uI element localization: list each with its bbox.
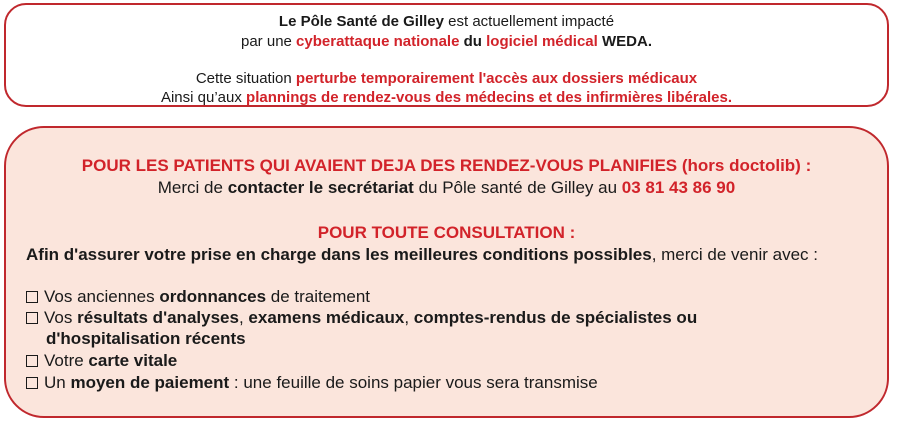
notice-line-1: Le Pôle Santé de Gilley est actuellement impacté bbox=[278, 13, 615, 30]
checkbox-icon bbox=[26, 312, 38, 324]
consult-heading: POUR TOUTE CONSULTATION : bbox=[317, 223, 576, 242]
notice-line-3: Cette situation perturbe temporairement l'accès aux dossiers médicaux bbox=[195, 70, 698, 87]
list-item: Un moyen de paiement : une feuille de soins papier vous sera transmise bbox=[26, 372, 887, 393]
notice-box bbox=[4, 3, 889, 107]
list-item-continuation: d'hospitalisation récents bbox=[46, 329, 246, 348]
list-item: Votre carte vitale bbox=[26, 350, 887, 371]
notice-line-2: par une cyberattaque nationale du logiciel médical WEDA. bbox=[241, 33, 652, 50]
checkbox-icon bbox=[26, 291, 38, 303]
list-item: Vos résultats d'analyses, examens médicaux, comptes-rendus de spécialistes ou bbox=[26, 307, 887, 328]
checkbox-icon bbox=[26, 377, 38, 389]
contact-line: Merci de contacter le secrétariat du Pôle santé de Gilley au 03 81 43 86 90 bbox=[157, 178, 736, 197]
notice-line-4: Ainsi qu’aux plannings de rendez-vous des médecins et des infirmières libérales. bbox=[160, 89, 733, 106]
phone-number: 03 81 43 86 90 bbox=[621, 178, 736, 197]
list-item: Vos anciennes ordonnances de traitement bbox=[26, 286, 887, 307]
patients-heading: POUR LES PATIENTS QUI AVAIENT DEJA DES RENDEZ-VOUS PLANIFIES (hors doctolib) : bbox=[81, 156, 812, 175]
consult-intro: Afin d'assurer votre prise en charge dans les meilleures conditions possibles, merci de venir avec : bbox=[26, 245, 818, 264]
info-box bbox=[4, 126, 889, 418]
checkbox-icon bbox=[26, 355, 38, 367]
